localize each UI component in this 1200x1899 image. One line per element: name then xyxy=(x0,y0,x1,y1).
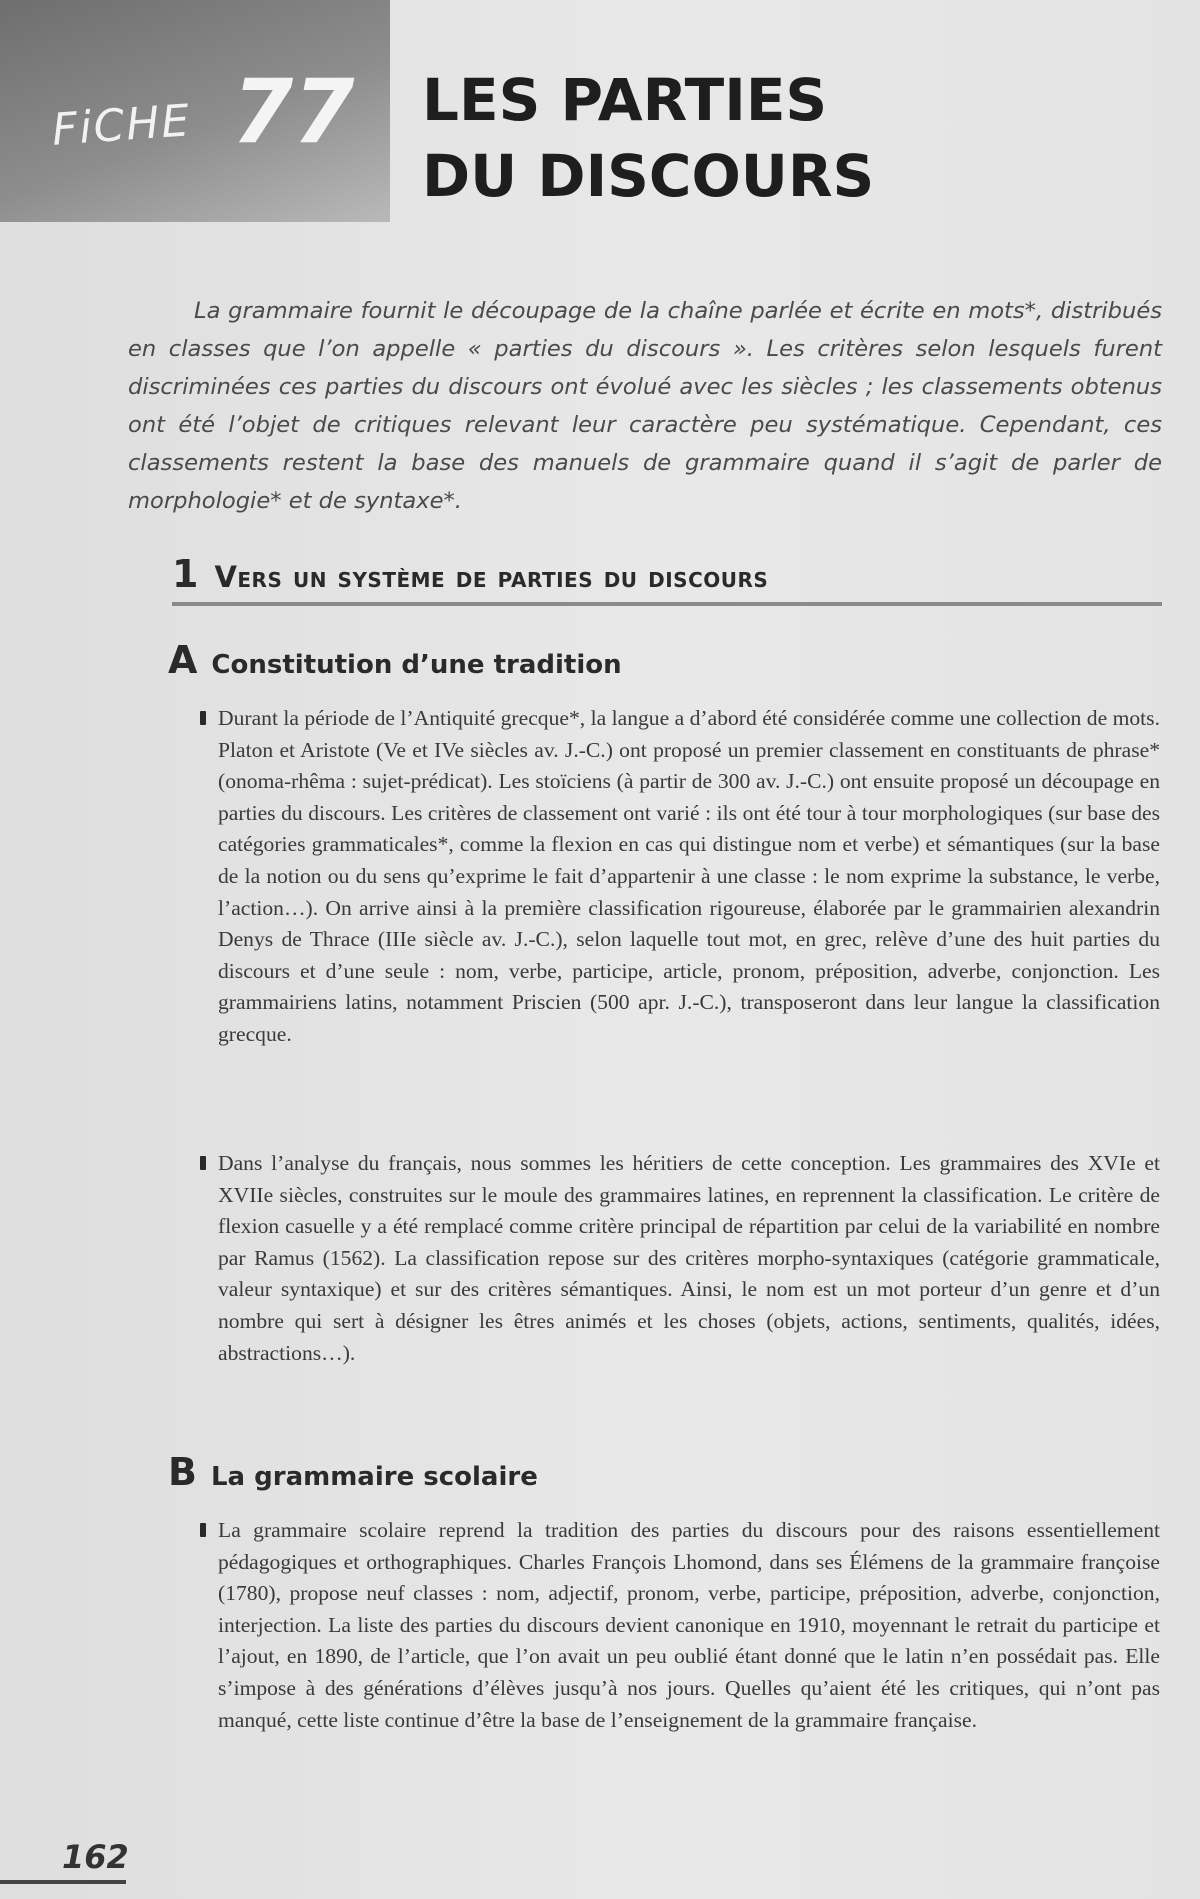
subsection-a-letter: A xyxy=(168,638,198,682)
page-title xyxy=(422,62,874,214)
intro-paragraph: La grammaire fournit le découpage de la chaîne parlée et écrite en mots*, distribués en classes que l’on appelle « parties du discours ». Les critères selon lesquels furent discriminées ces parties du discours ont évolué avec les siècles ; les classements obtenus ont été l’objet de critiques relevant leur caractère peu systématique. Cependant, ces classements restent la base des manuels de grammaire quand il s’agit de parler de morphologie* et de syntaxe*. xyxy=(128,298,1162,514)
subsection-b-letter: B xyxy=(168,1450,197,1494)
bullet-icon xyxy=(200,1156,206,1170)
page-number: 162 xyxy=(62,1838,129,1876)
paragraph xyxy=(218,1148,1160,1369)
fiche-label: FiCHE xyxy=(50,95,193,156)
page-number-rule xyxy=(0,1880,126,1884)
section-1-heading xyxy=(172,552,1162,606)
section-1-title: Vers un système de parties du discours xyxy=(214,560,769,594)
paragraph xyxy=(218,703,1160,1051)
paragraph-text: Dans l’analyse du français, nous sommes les héritiers de cette conception. Les grammaires des XVIe et XVIIe siècles, construites sur le moule des grammaires latines, en reprennent la classification. Le critère de flexion casuelle y a été remplacé comme critère principal de répartition par celui de la variabilité en nombre par Ramus (1562). La classification repose sur des critères morpho-syntaxiques (catégorie grammaticale, valeur syntaxique) et sur des critères sémantiques. Ainsi, le nom est un mot porteur d’un genre et d’un nombre qui sert à désigner les êtres animés et les choses (objets, actions, sentiments, qualités, idées, abstractions…). xyxy=(218,1151,1160,1365)
fiche-header-block xyxy=(0,0,390,222)
paragraph-text: Durant la période de l’Antiquité grecque*, la langue a d’abord été considérée comme une collection de mots. Platon et Aristote (Ve et IVe siècles av. J.-C.) ont proposé un premier classement en constituants de phrase* (onoma-rhêma : sujet-prédicat). Les stoïciens (à partir de 300 av. J.-C.) ont ensuite proposé un découpage en parties du discours. Les critères de classement ont varié : ils ont été tour à tour morphologiques (sur base des catégories grammaticales*, comme la flexion en cas qui distingue nom et verbe) et sémantiques (sur la base de la notion ou du sens qu’exprime le fait d’appartenir à une classe : le nom exprime la substance, le verbe, l’action…). On arrive ainsi à la première classification rigoureuse, élaborée par le grammairien alexandrin Denys de Thrace (IIIe siècle av. J.-C.), selon laquelle tout mot, en grec, relève d’une des huit parties du discours et d’une seule : nom, verbe, participe, article, pronom, préposition, adverbe, conjonction. Les grammairiens latins, notamment Priscien (500 apr. J.-C.), transposeront dans leur langue la classification grecque. xyxy=(218,706,1160,1046)
title-line-1: LES PARTIES xyxy=(422,66,828,134)
bullet-icon xyxy=(200,711,206,725)
fiche-number: 77 xyxy=(232,60,355,163)
subsection-a-title: Constitution d’une tradition xyxy=(211,650,622,680)
section-1-number: 1 xyxy=(172,552,199,596)
subsection-b-title: La grammaire scolaire xyxy=(210,1462,538,1492)
paragraph xyxy=(218,1515,1160,1736)
subsection-b-heading xyxy=(168,1450,538,1494)
paragraph-text: La grammaire scolaire reprend la tradition des parties du discours pour des raisons essentiellement pédagogiques et orthographiques. Charles François Lhomond, dans ses Élémens de la grammaire françoise (1780), propose neuf classes : nom, adjectif, pronom, verbe, participe, préposition, adverbe, conjonction, interjection. La liste des parties du discours devient canonique en 1910, moyennant le retrait du participe et l’ajout, en 1890, de l’article, que l’on avait un peu oublié étant donné que le latin n’en possédait pas. Elle s’impose à des générations d’élèves jusqu’à nos jours. Quelles qu’aient été les critiques, qui n’ont pas manqué, cette liste continue d’être la base de l’enseignement de la grammaire française. xyxy=(218,1518,1160,1732)
bullet-icon xyxy=(200,1523,206,1537)
title-line-2: DU DISCOURS xyxy=(422,142,875,210)
subsection-a-heading xyxy=(168,638,622,682)
